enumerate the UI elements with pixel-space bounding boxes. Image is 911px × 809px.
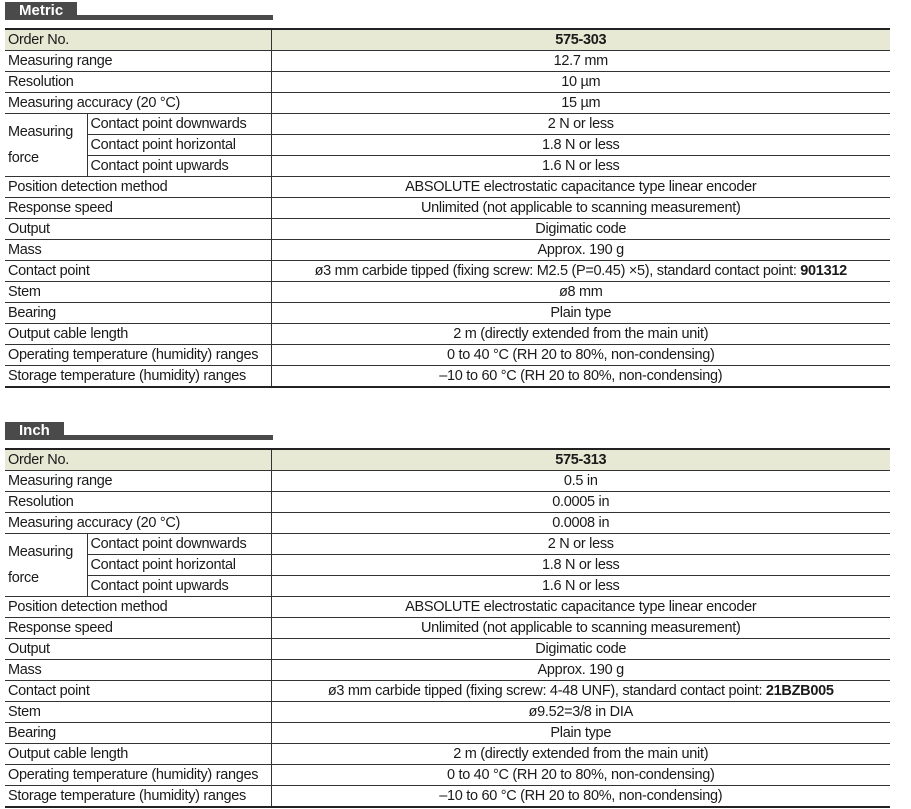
table-row xyxy=(5,72,890,93)
table-row xyxy=(5,576,890,597)
row-label: Contact point horizontal xyxy=(87,135,271,156)
row-label: Measuring range xyxy=(5,51,271,72)
table-row xyxy=(5,282,890,303)
row-value: –10 to 60 °C (RH 20 to 80%, non-condensing) xyxy=(271,366,890,388)
row-label: Bearing xyxy=(5,303,271,324)
table-row xyxy=(5,639,890,660)
table-row xyxy=(5,135,890,156)
row-label: Contact point horizontal xyxy=(87,555,271,576)
row-value: Unlimited (not applicable to scanning measurement) xyxy=(271,198,890,219)
table-row xyxy=(5,765,890,786)
row-value: ABSOLUTE electrostatic capacitance type linear encoder xyxy=(271,597,890,618)
contact-point-value xyxy=(271,681,890,702)
table-row xyxy=(5,261,890,282)
table-row xyxy=(5,345,890,366)
row-value: 12.7 mm xyxy=(271,51,890,72)
table-row xyxy=(5,240,890,261)
spec-table xyxy=(5,28,890,388)
table-row xyxy=(5,51,890,72)
row-label: Response speed xyxy=(5,618,271,639)
table-row xyxy=(5,156,890,177)
contact-point-code: 901312 xyxy=(800,262,847,279)
row-value: 0.0008 in xyxy=(271,513,890,534)
table-row xyxy=(5,93,890,114)
row-label: Storage temperature (humidity) ranges xyxy=(5,366,271,388)
order-label: Order No. xyxy=(5,29,271,51)
row-label: Contact point xyxy=(5,681,271,702)
table-row xyxy=(5,618,890,639)
row-value: Digimatic code xyxy=(271,639,890,660)
order-number: 575-303 xyxy=(271,29,890,51)
row-value: 10 µm xyxy=(271,72,890,93)
row-value: 2 N or less xyxy=(271,534,890,555)
row-value: 0.0005 in xyxy=(271,492,890,513)
row-label: Contact point upwards xyxy=(87,156,271,177)
row-label: Stem xyxy=(5,702,271,723)
row-value: Approx. 190 g xyxy=(271,240,890,261)
order-label: Order No. xyxy=(5,449,271,471)
table-row xyxy=(5,29,890,51)
row-label: Output xyxy=(5,639,271,660)
row-value: ø3 mm carbide tipped (fixing screw: M2.5 (P=0.45) ×5), standard contact point: xyxy=(314,262,801,279)
table-row xyxy=(5,786,890,808)
table-row xyxy=(5,597,890,618)
table-row xyxy=(5,681,890,702)
row-label: Bearing xyxy=(5,723,271,744)
row-label: Stem xyxy=(5,282,271,303)
row-label: Resolution xyxy=(5,72,271,93)
row-value: ø8 mm xyxy=(271,282,890,303)
row-value: Unlimited (not applicable to scanning measurement) xyxy=(271,618,890,639)
table-row xyxy=(5,492,890,513)
force-label: Measuring force xyxy=(8,124,73,166)
row-value: 2 m (directly extended from the main unit) xyxy=(271,324,890,345)
row-label: Operating temperature (humidity) ranges xyxy=(5,345,271,366)
row-value: 1.6 N or less xyxy=(271,576,890,597)
row-value: ø3 mm carbide tipped (fixing screw: 4-48 UNF), standard contact point: xyxy=(327,682,766,699)
row-label: Measuring accuracy (20 °C) xyxy=(5,513,271,534)
table-row xyxy=(5,471,890,492)
table-row xyxy=(5,534,890,555)
row-label: Position detection method xyxy=(5,177,271,198)
row-value: –10 to 60 °C (RH 20 to 80%, non-condensing) xyxy=(271,786,890,808)
table-row xyxy=(5,114,890,135)
force-label: Measuring force xyxy=(8,544,73,586)
section-tab: Metric xyxy=(5,2,77,20)
row-value: 1.8 N or less xyxy=(271,555,890,576)
row-value: Digimatic code xyxy=(271,219,890,240)
row-label: Output xyxy=(5,219,271,240)
row-value: 15 µm xyxy=(271,93,890,114)
row-label: Contact point upwards xyxy=(87,576,271,597)
metric-section xyxy=(5,2,890,388)
row-label: Output cable length xyxy=(5,744,271,765)
row-value: 2 N or less xyxy=(271,114,890,135)
row-label: Contact point downwards xyxy=(87,534,271,555)
table-row xyxy=(5,744,890,765)
table-row xyxy=(5,555,890,576)
row-value: 0.5 in xyxy=(271,471,890,492)
row-value: Approx. 190 g xyxy=(271,660,890,681)
table-row xyxy=(5,513,890,534)
row-value: 2 m (directly extended from the main unit) xyxy=(271,744,890,765)
row-label: Contact point xyxy=(5,261,271,282)
row-label: Mass xyxy=(5,240,271,261)
row-label: Storage temperature (humidity) ranges xyxy=(5,786,271,808)
row-value: 0 to 40 °C (RH 20 to 80%, non-condensing) xyxy=(271,345,890,366)
row-label: Response speed xyxy=(5,198,271,219)
row-value: 1.8 N or less xyxy=(271,135,890,156)
row-label: Mass xyxy=(5,660,271,681)
contact-point-code: 21BZB005 xyxy=(765,682,834,699)
row-label: Resolution xyxy=(5,492,271,513)
spec-table xyxy=(5,448,890,808)
row-label: Measuring accuracy (20 °C) xyxy=(5,93,271,114)
section-header xyxy=(5,2,890,20)
table-row xyxy=(5,660,890,681)
row-value: 1.6 N or less xyxy=(271,156,890,177)
table-row xyxy=(5,702,890,723)
order-number: 575-313 xyxy=(271,449,890,471)
table-row xyxy=(5,177,890,198)
table-row xyxy=(5,303,890,324)
row-label: Output cable length xyxy=(5,324,271,345)
table-row xyxy=(5,324,890,345)
table-row xyxy=(5,219,890,240)
row-label: Measuring range xyxy=(5,471,271,492)
section-header xyxy=(5,422,890,440)
row-value: Plain type xyxy=(271,303,890,324)
row-value: 0 to 40 °C (RH 20 to 80%, non-condensing) xyxy=(271,765,890,786)
row-label: Position detection method xyxy=(5,597,271,618)
table-row xyxy=(5,366,890,388)
table-row xyxy=(5,449,890,471)
section-tab: Inch xyxy=(5,422,64,440)
row-value: ø9.52=3/8 in DIA xyxy=(271,702,890,723)
row-value: Plain type xyxy=(271,723,890,744)
row-value: ABSOLUTE electrostatic capacitance type linear encoder xyxy=(271,177,890,198)
table-row xyxy=(5,198,890,219)
row-label: Contact point downwards xyxy=(87,114,271,135)
inch-section xyxy=(5,422,890,808)
contact-point-value xyxy=(271,261,890,282)
row-label: Operating temperature (humidity) ranges xyxy=(5,765,271,786)
table-row xyxy=(5,723,890,744)
